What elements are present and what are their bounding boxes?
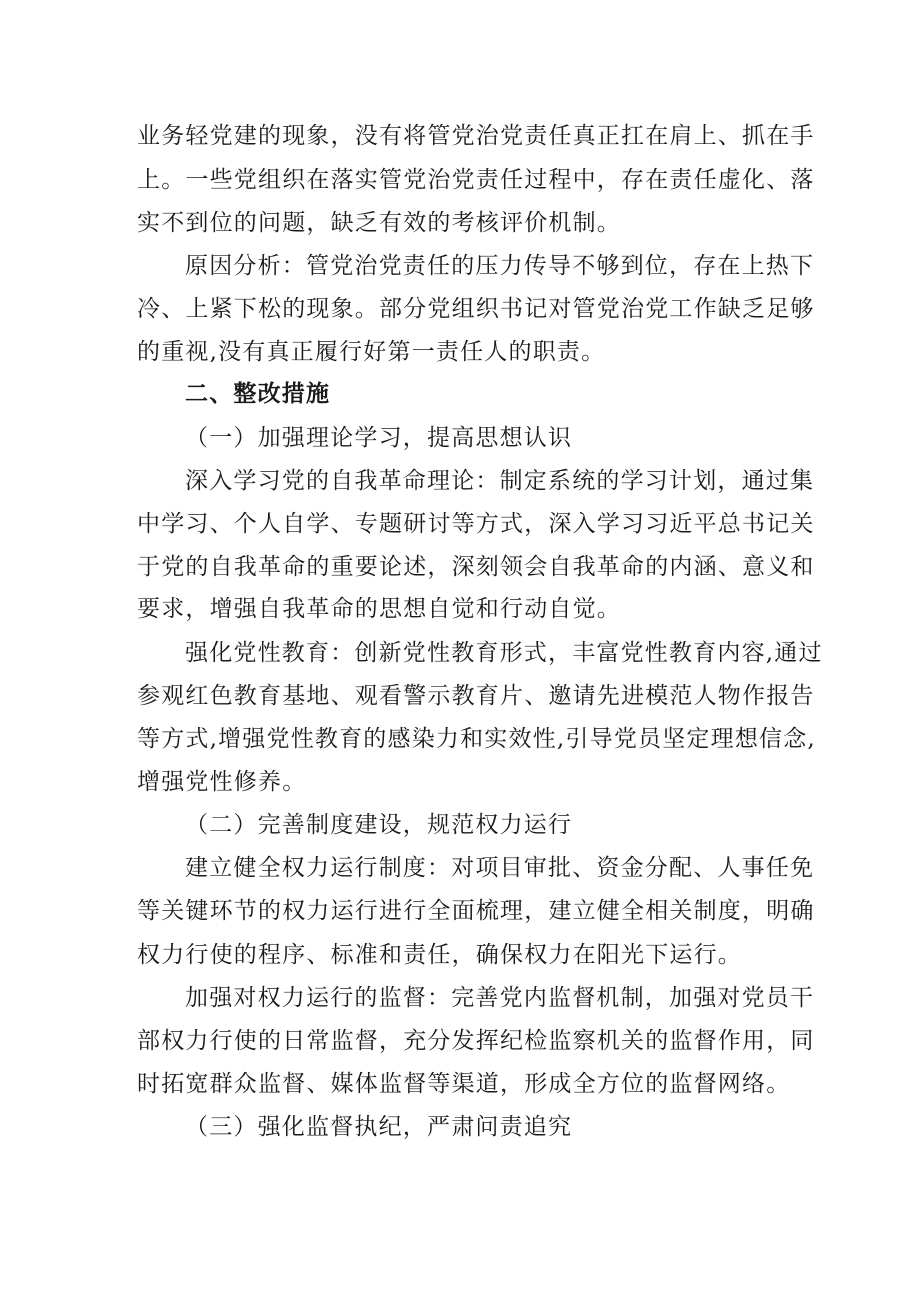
paragraph-line: 强化党性教育：创新党性教育形式，丰富党性教育内容,通过	[185, 640, 823, 666]
subsection-heading: （一）加强理论学习，提高思想认识	[185, 425, 573, 451]
paragraph-line: 增强党性修养。	[137, 769, 307, 795]
paragraph-line: 实不到位的问题，缺乏有效的考核评价机制。	[137, 210, 621, 236]
paragraph-line: 部权力行使的日常监督，充分发挥纪检监察机关的监督作用，同	[137, 1028, 815, 1054]
paragraph-line: 参观红色教育基地、观看警示教育片、邀请先进模范人物作报告	[137, 683, 815, 709]
paragraph-line: 要求，增强自我革命的思想自觉和行动自觉。	[137, 596, 621, 622]
paragraph-line: 的重视,没有真正履行好第一责任人的职责。	[137, 339, 606, 365]
paragraph-line: 冷、上紧下松的现象。部分党组织书记对管党治党工作缺乏足够	[137, 296, 815, 322]
paragraph-line: 加强对权力运行的监督：完善党内监督机制，加强对党员干	[185, 985, 815, 1011]
paragraph-line: 深入学习党的自我革命理论：制定系统的学习计划，通过集	[185, 468, 815, 494]
subsection-heading: （二）完善制度建设，规范权力运行	[185, 812, 573, 838]
paragraph-line: 时拓宽群众监督、媒体监督等渠道，形成全方位的监督网络。	[137, 1071, 791, 1097]
paragraph-line: 建立健全权力运行制度：对项目审批、资金分配、人事任免	[185, 855, 815, 881]
paragraph-line: 业务轻党建的现象，没有将管党治党责任真正扛在肩上、抓在手	[137, 123, 815, 149]
paragraph-line: 等方式,增强党性教育的感染力和实效性,引导党员坚定理想信念,	[137, 726, 816, 752]
paragraph-line: 于党的自我革命的重要论述，深刻领会自我革命的内涵、意义和	[137, 554, 815, 580]
paragraph-line: 中学习、个人自学、专题研讨等方式，深入学习习近平总书记关	[137, 511, 815, 537]
subsection-heading: （三）强化监督执纪，严肃问责追究	[185, 1114, 573, 1140]
paragraph-line: 权力行使的程序、标准和责任，确保权力在阳光下运行。	[137, 942, 742, 968]
paragraph-line: 原因分析：管党治党责任的压力传导不够到位，存在上热下	[185, 253, 815, 279]
paragraph-line: 上。一些党组织在落实管党治党责任过程中，存在责任虚化、落	[137, 167, 815, 193]
section-heading: 二、整改措施	[185, 381, 331, 407]
paragraph-line: 等关键环节的权力运行进行全面梳理，建立健全相关制度，明确	[137, 898, 815, 924]
